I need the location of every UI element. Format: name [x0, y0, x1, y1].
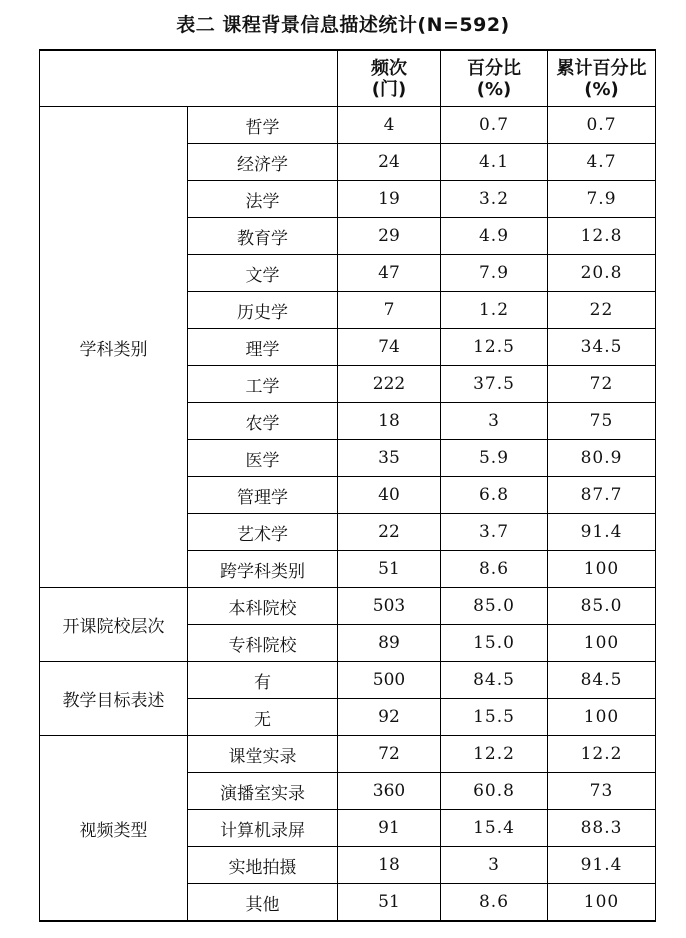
header-percent-line2: (%) [476, 78, 512, 100]
cumulative-percent-cell: 75 [548, 403, 656, 440]
percent-cell: 8.6 [441, 884, 548, 922]
cumulative-percent-cell: 100 [548, 551, 656, 588]
row-label: 法学 [188, 181, 338, 218]
frequency-cell: 29 [338, 218, 441, 255]
row-label: 演播室实录 [188, 773, 338, 810]
row-label: 实地拍摄 [188, 847, 338, 884]
row-label: 经济学 [188, 144, 338, 181]
cumulative-percent-cell: 20.8 [548, 255, 656, 292]
percent-cell: 3.7 [441, 514, 548, 551]
row-label: 管理学 [188, 477, 338, 514]
cumulative-percent-cell: 84.5 [548, 662, 656, 699]
cumulative-percent-cell: 0.7 [548, 107, 656, 144]
cumulative-percent-cell: 91.4 [548, 847, 656, 884]
percent-cell: 15.0 [441, 625, 548, 662]
frequency-cell: 40 [338, 477, 441, 514]
percent-cell: 12.5 [441, 329, 548, 366]
group-label: 开课院校层次 [40, 588, 188, 662]
header-cumulative-line2: (%) [584, 78, 619, 100]
percent-cell: 3 [441, 847, 548, 884]
header-cumulative-line1: 累计百分比 [556, 57, 647, 79]
percent-cell: 7.9 [441, 255, 548, 292]
percent-cell: 84.5 [441, 662, 548, 699]
percent-cell: 3 [441, 403, 548, 440]
percent-cell: 12.2 [441, 736, 548, 773]
row-label: 工学 [188, 366, 338, 403]
row-label: 理学 [188, 329, 338, 366]
table-row [40, 662, 656, 699]
header-row [40, 50, 656, 107]
frequency-cell: 91 [338, 810, 441, 847]
frequency-cell: 47 [338, 255, 441, 292]
frequency-cell: 74 [338, 329, 441, 366]
group-label: 视频类型 [40, 736, 188, 922]
frequency-cell: 51 [338, 884, 441, 922]
row-label: 跨学科类别 [188, 551, 338, 588]
row-label: 哲学 [188, 107, 338, 144]
percent-cell: 1.2 [441, 292, 548, 329]
header-blank-cell [40, 50, 338, 107]
percent-cell: 15.4 [441, 810, 548, 847]
cumulative-percent-cell: 100 [548, 699, 656, 736]
cumulative-percent-cell: 12.2 [548, 736, 656, 773]
frequency-cell: 7 [338, 292, 441, 329]
percent-cell: 15.5 [441, 699, 548, 736]
percent-cell: 3.2 [441, 181, 548, 218]
header-frequency [338, 50, 441, 107]
table-title: 表二 课程背景信息描述统计(N=592) [176, 14, 510, 36]
frequency-cell: 22 [338, 514, 441, 551]
row-label: 教育学 [188, 218, 338, 255]
cumulative-percent-cell: 88.3 [548, 810, 656, 847]
percent-cell: 37.5 [441, 366, 548, 403]
percent-cell: 5.9 [441, 440, 548, 477]
header-frequency-line2: (门) [371, 78, 407, 100]
group-label: 学科类别 [40, 107, 188, 588]
frequency-cell: 18 [338, 847, 441, 884]
percent-cell: 4.1 [441, 144, 548, 181]
table-body [40, 107, 656, 922]
row-label: 农学 [188, 403, 338, 440]
frequency-cell: 500 [338, 662, 441, 699]
cumulative-percent-cell: 87.7 [548, 477, 656, 514]
frequency-cell: 24 [338, 144, 441, 181]
table-row [40, 736, 656, 773]
row-label: 课堂实录 [188, 736, 338, 773]
cumulative-percent-cell: 7.9 [548, 181, 656, 218]
frequency-cell: 92 [338, 699, 441, 736]
frequency-cell: 89 [338, 625, 441, 662]
cumulative-percent-cell: 34.5 [548, 329, 656, 366]
statistics-table [39, 49, 656, 922]
header-percent-line1: 百分比 [467, 57, 521, 79]
frequency-cell: 222 [338, 366, 441, 403]
table-row [40, 107, 656, 144]
cumulative-percent-cell: 12.8 [548, 218, 656, 255]
header-percent [441, 50, 548, 107]
header-frequency-line1: 频次 [371, 57, 407, 79]
frequency-cell: 72 [338, 736, 441, 773]
cumulative-percent-cell: 100 [548, 884, 656, 922]
frequency-cell: 503 [338, 588, 441, 625]
percent-cell: 8.6 [441, 551, 548, 588]
frequency-cell: 360 [338, 773, 441, 810]
row-label: 无 [188, 699, 338, 736]
frequency-cell: 18 [338, 403, 441, 440]
row-label: 历史学 [188, 292, 338, 329]
row-label: 有 [188, 662, 338, 699]
row-label: 其他 [188, 884, 338, 922]
frequency-cell: 19 [338, 181, 441, 218]
row-label: 医学 [188, 440, 338, 477]
frequency-cell: 4 [338, 107, 441, 144]
cumulative-percent-cell: 73 [548, 773, 656, 810]
cumulative-percent-cell: 91.4 [548, 514, 656, 551]
percent-cell: 0.7 [441, 107, 548, 144]
percent-cell: 85.0 [441, 588, 548, 625]
row-label: 计算机录屏 [188, 810, 338, 847]
cumulative-percent-cell: 80.9 [548, 440, 656, 477]
row-label: 艺术学 [188, 514, 338, 551]
cumulative-percent-cell: 100 [548, 625, 656, 662]
header-cumulative-percent [548, 50, 656, 107]
cumulative-percent-cell: 4.7 [548, 144, 656, 181]
row-label: 本科院校 [188, 588, 338, 625]
cumulative-percent-cell: 85.0 [548, 588, 656, 625]
percent-cell: 60.8 [441, 773, 548, 810]
percent-cell: 4.9 [441, 218, 548, 255]
frequency-cell: 51 [338, 551, 441, 588]
group-label: 教学目标表述 [40, 662, 188, 736]
frequency-cell: 35 [338, 440, 441, 477]
cumulative-percent-cell: 22 [548, 292, 656, 329]
percent-cell: 6.8 [441, 477, 548, 514]
cumulative-percent-cell: 72 [548, 366, 656, 403]
row-label: 专科院校 [188, 625, 338, 662]
table-row [40, 588, 656, 625]
row-label: 文学 [188, 255, 338, 292]
